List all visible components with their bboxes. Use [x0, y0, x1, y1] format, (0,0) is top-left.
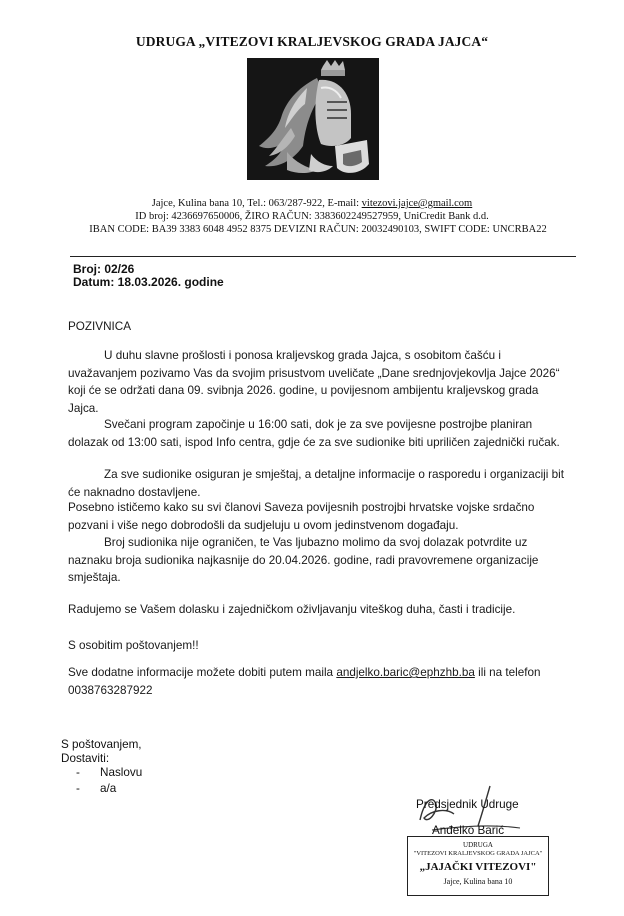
- closing-block: [61, 738, 142, 766]
- paragraph-regards: S osobitim poštovanjem!!: [68, 639, 199, 652]
- document-number: Broj: 02/26: [73, 262, 135, 276]
- list-dash: -: [76, 766, 80, 779]
- paragraph-program: Svečani program započinje u 16:00 sati, dok je za sve povijesne postrojbe planiran dolazak od 13:00 sati, ispod Info centra, gdje će za sve sudionike biti upriličen zajednički ručak.: [68, 418, 560, 449]
- contact-email-link[interactable]: andjelko.baric@ephzhb.ba: [336, 666, 475, 679]
- signature-name: Anđelko Barić: [432, 824, 505, 837]
- document-date: Datum: 18.03.2026. godine: [73, 275, 224, 289]
- paragraph-invitation: U duhu slavne prošlosti i ponosa kraljevskog grada Jajca, s osobitom čašću i uvažavanjem pozivamo Vas da svojim prisustvom uveličate „Dane srednjovjekovlja Jajce 2026“ koji će se održati dana 09. svibnja 2026. godine, u povijesnom ambijentu kraljevskog grada Jajca.: [68, 349, 560, 415]
- stamp-line-3: „JAJAČKI VITEZOVI": [419, 861, 537, 873]
- contact-address-text: Jajce, Kulina bana 10, Tel.: 063/287-922, E-mail:: [151, 198, 362, 209]
- paragraph-contact-info: [68, 664, 568, 699]
- list-dash: -: [76, 782, 80, 795]
- paragraph-welcome: Radujemo se Vašem dolasku i zajedničkom oživljavanju viteškog duha, časti i tradicije.: [68, 603, 516, 616]
- list-item: [76, 782, 116, 795]
- closing-respect: S poštovanjem,: [61, 738, 142, 751]
- contact-line-bank: ID broj: 4236697650006, ŽIRO RAČUN: 3383602249527959, UniCredit Bank d.d.: [135, 211, 489, 222]
- stamp-line-2: "VITEZOVI KRALJEVSKOG GRADA JAJCA": [413, 850, 543, 857]
- contact-info-text: Sve dodatne informacije možete dobiti putem maila: [68, 666, 337, 679]
- closing-dostaviti: Dostaviti:: [61, 752, 110, 765]
- contact-line-address: [0, 198, 624, 210]
- contact-email-link[interactable]: vitezovi.jajce@gmail.com: [361, 198, 473, 209]
- organization-stamp: [407, 836, 549, 896]
- crest-helmet-icon: [247, 58, 379, 180]
- paragraph-participants: Broj sudionika nije ograničen, te Vas ljubazno molimo da svoj dolazak potvrdite uz naznaku broja sudionika najkasnije do 20.04.2026. godine, radi pravovremene organizacije smještaja.: [68, 536, 539, 584]
- contact-info-phone: ili na telefon 0038763287922: [68, 666, 541, 697]
- list-item-label: Naslovu: [100, 766, 143, 779]
- list-item: [76, 766, 142, 779]
- stamp-line-4: Jajce, Kulina bana 10: [443, 877, 513, 886]
- signature-title: Predsjednik Udruge: [416, 798, 519, 811]
- organization-title: UDRUGA „VITEZOVI KRALJEVSKOG GRADA JAJCA“: [135, 34, 489, 49]
- paragraph-members: Posebno ističemo kako su svi članovi Saveza povijesnih postrojbi hrvatske vojske srdačno pozvani i više nego dobrodošli da sudjeluju u ovom jedinstvenom događaju.: [68, 501, 535, 532]
- header-divider: [70, 256, 576, 257]
- letter-heading: POZIVNICA: [68, 320, 131, 333]
- stamp-line-1: UDRUGA: [463, 841, 493, 849]
- list-item-label: a/a: [100, 782, 117, 795]
- contact-line-iban: IBAN CODE: BA39 3383 6048 4952 8375 DEVIZNI RAČUN: 20032490103, SWIFT CODE: UNCRBA22: [89, 224, 547, 235]
- paragraph-accommodation: Za sve sudionike osiguran je smještaj, a detaljne informacije o rasporedu i organizaciji bit će naknadno dostavljene.: [68, 468, 564, 499]
